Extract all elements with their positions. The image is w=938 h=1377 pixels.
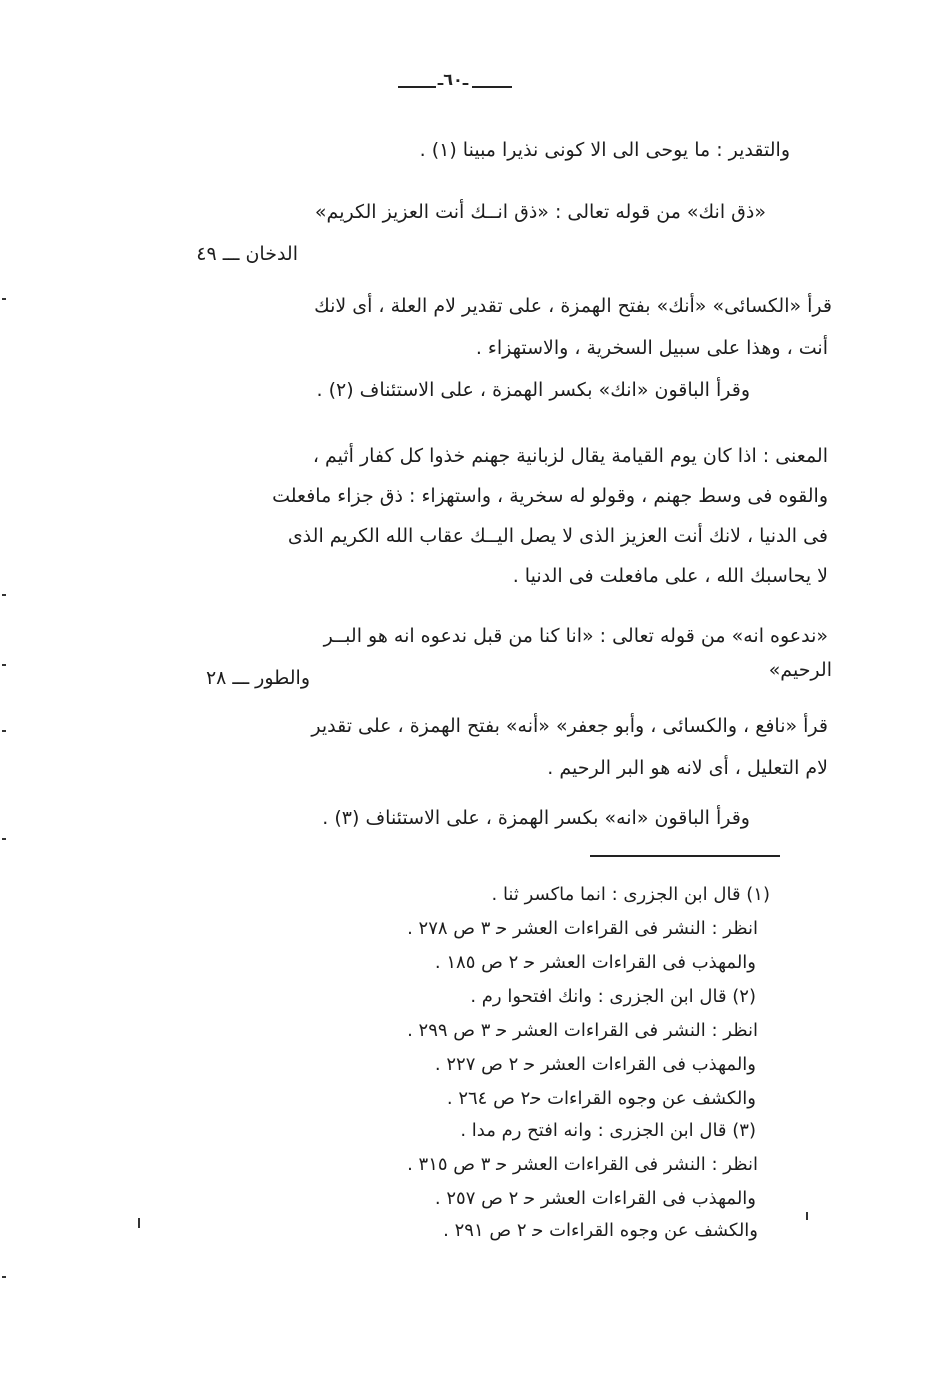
page-number: ـ٦٠ـ: [437, 70, 469, 89]
quran-citation-end: الرحيم»: [768, 659, 832, 681]
header-rule-right: [472, 86, 512, 88]
footnote-line: والمهذب فى القراءات العشر ﺣ ٢ ص ٢٥٧ .: [434, 1188, 756, 1209]
scan-mark: [2, 594, 6, 596]
footnote-line: (٣) قال ابن الجزرى : وانه افتح رم مدا .: [460, 1120, 756, 1141]
footnote-line: والكشف عن وجوه القراءات ﺣ ٢ ص ٢٩١ .: [443, 1220, 758, 1241]
body-line: قرأ «نافع ، والكسائى ، وأبو جعفر» «أنه» بفتح الهمزة ، على تقدير: [311, 715, 828, 737]
quran-citation: «ندعوه انه» من قوله تعالى : «انا كنا من قبل ندعوه انه هو البــر: [323, 625, 828, 647]
quran-citation: «ذق انك» من قوله تعالى : «ذق انــك أنت العزيز الكريم»: [314, 201, 766, 223]
body-line: فى الدنيا ، لانك أنت العزيز الذى لا يصل اليــك عقاب الله الكريم الذى: [287, 525, 828, 547]
footnote-line: انظر : النشر فى القراءات العشر ﺣ ٣ ص ٢٧٨ .: [407, 918, 758, 939]
footnote-line: والمهذب فى القراءات العشر ﺣ ٢ ص ١٨٥ .: [434, 952, 756, 973]
footnote-line: (١) قال ابن الجزرى : انما ماكسر ثنا .: [491, 884, 770, 905]
scan-mark: [2, 298, 6, 300]
footnote-line: انظر : النشر فى القراءات العشر ﺣ ٣ ص ٢٩٩ .: [407, 1020, 758, 1041]
footnote-line: والمهذب فى القراءات العشر ﺣ ٢ ص ٢٢٧ .: [434, 1054, 756, 1075]
scan-mark: [2, 838, 6, 840]
body-line: لام التعليل ، أى لانه هو البر الرحيم .: [547, 757, 828, 779]
body-line: والتقدير : ما يوحى الى الا كونى نذيرا مبينا (١) .: [419, 139, 790, 161]
scan-mark: [138, 1218, 140, 1228]
scan-mark: [2, 664, 6, 666]
body-line: أنت ، وهذا على سبيل السخرية ، والاستهزاء .: [475, 337, 828, 359]
surah-reference: الدخان ـــ ٤٩: [196, 243, 298, 265]
body-line: لا يحاسبك الله ، على مافعلت فى الدنيا .: [512, 565, 828, 587]
body-line: وقرأ الباقون «انه» بكسر الهمزة ، على الاستئناف (٣) .: [322, 807, 750, 829]
footnote-line: انظر : النشر فى القراءات العشر ﺣ ٣ ص ٣١٥ .: [407, 1154, 758, 1175]
scan-mark: [806, 1212, 808, 1220]
surah-reference: والطور ـــ ٢٨: [205, 667, 310, 689]
footnote-separator: [590, 855, 780, 857]
body-line: المعنى : اذا كان يوم القيامة يقال لزبانية جهنم خذوا كل كفار أثيم ،: [312, 445, 828, 467]
footnote-line: (٢) قال ابن الجزرى : وانك افتحوا رم .: [470, 986, 756, 1007]
footnote-line: والكشف عن وجوه القراءات ﺣ٢ ص ٢٦٤ .: [446, 1088, 756, 1109]
scan-mark: [2, 1276, 6, 1278]
body-line: وقرأ الباقون «انك» بكسر الهمزة ، على الاستئناف (٢) .: [316, 379, 750, 401]
body-line: والقوه فى وسط جهنم ، وقولو له سخرية ، واستهزاء : ذق جزاء مافعلت: [272, 485, 828, 507]
body-line: قرأ «الكسائى» «أنك» بفتح الهمزة ، على تقدير لام العلة ، أى لانك: [314, 295, 832, 317]
scan-mark: [2, 730, 6, 732]
